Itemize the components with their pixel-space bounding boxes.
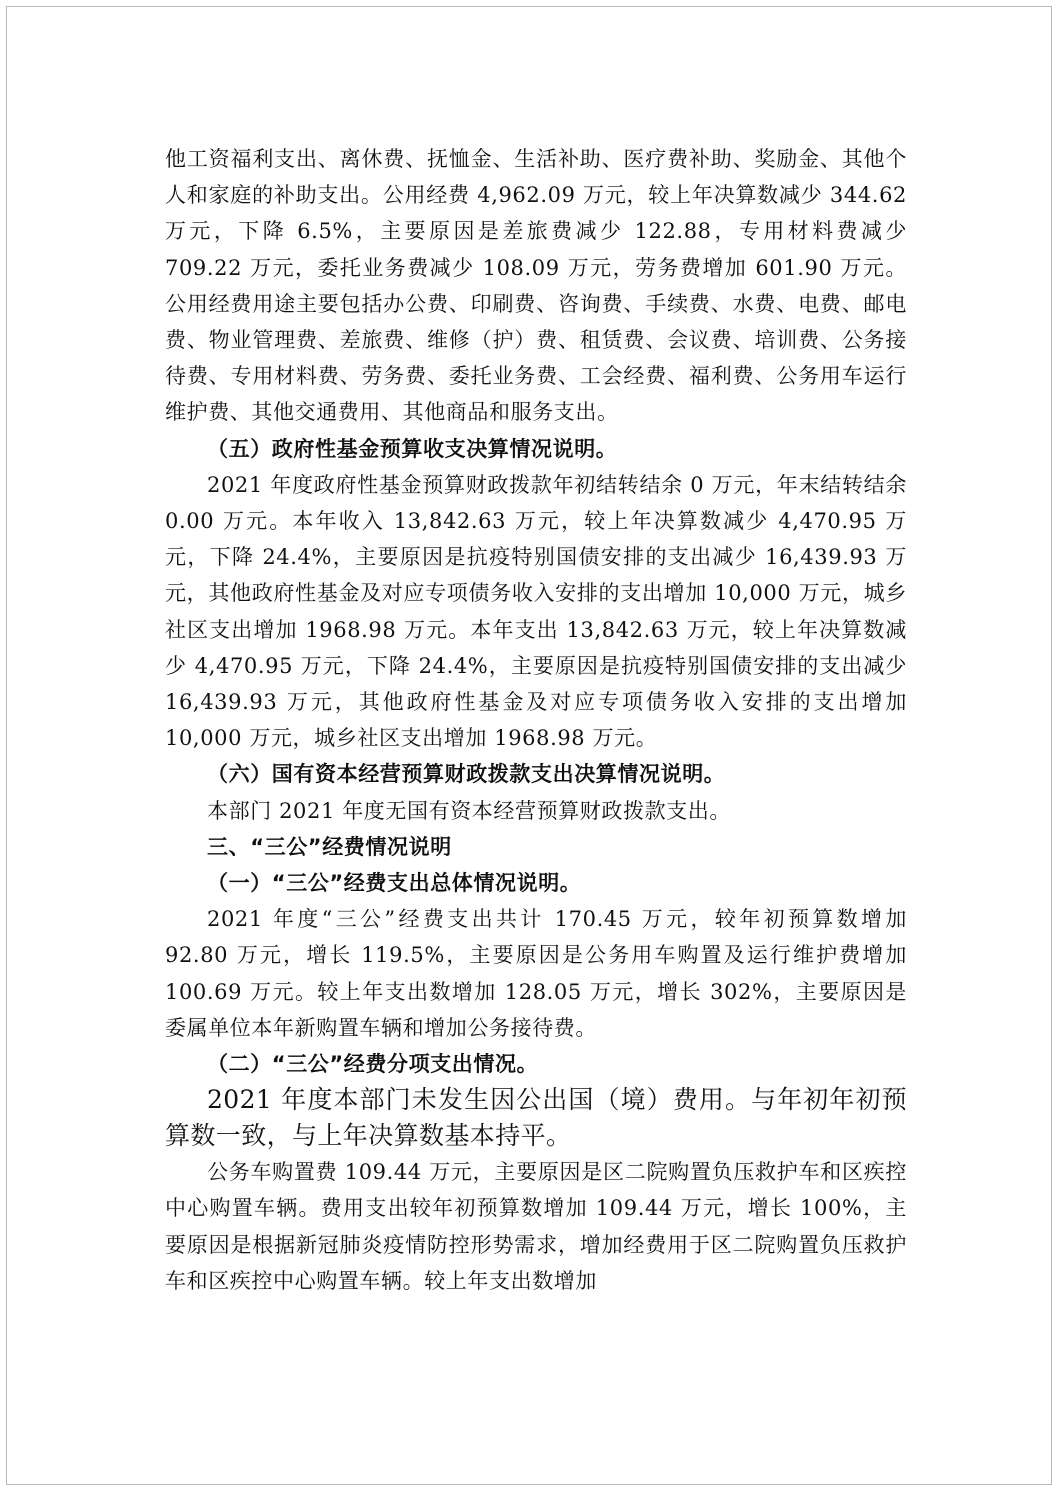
page-content	[165, 141, 907, 1299]
section-heading-government-fund: （五）政府性基金预算收支决算情况说明。	[207, 436, 618, 461]
paragraph-overseas-travel: 2021 年度本部门未发生因公出国（境）费用。与年初年初预算数一致，与上年决算数基本持平。	[165, 1085, 907, 1151]
section-heading-three-public-items: （二）“三公”经费分项支出情况。	[207, 1052, 539, 1077]
paragraph-vehicle-purchase: 公务车购置费 109.44 万元，主要原因是区二院购置负压救护车和区疾控中心购置车辆。费用支出较年初预算数增加 109.44 万元，增长 100%，主要原因是根据新冠肺炎疫情防控形势需求，增加经费用于区二院购置负压救护车和区疾控中心购置车辆。较上年支出数增加	[165, 1160, 907, 1293]
paragraph-government-fund: 2021 年度政府性基金预算财政拨款年初结转结余 0 万元，年末结转结余 0.00 万元。本年收入 13,842.63 万元，较上年决算数减少 4,470.95 万元，下降 24.4%，主要原因是抗疫特别国债安排的支出减少 16,439.93 万元，其他政府性基金及对应专项债务收入安排的支出增加 10,000 万元，城乡社区支出增加 1968.98 万元。本年支出 13,842.63 万元，较上年决算数减少 4,470.95 万元，下降 24.4%，主要原因是抗疫特别国债安排的支出减少 16,439.93 万元，其他政府性基金及对应专项债务收入安排的支出增加 10,000 万元，城乡社区支出增加 1968.98 万元。	[165, 472, 907, 751]
paragraph-three-public-overall: 2021 年度“三公”经费支出共计 170.45 万元，较年初预算数增加 92.80 万元，增长 119.5%，主要原因是公务用车购置及运行维护费增加 100.69 万元。较上年支出数增加 128.05 万元，增长 302%，主要原因是委属单位本年新购置车辆和增加公务接待费。	[165, 907, 907, 1040]
paragraph-state-capital: 本部门 2021 年度无国有资本经营预算财政拨款支出。	[207, 798, 731, 823]
section-heading-three-public-overall: （一）“三公”经费支出总体情况说明。	[207, 871, 582, 896]
section-heading-three-public: 三、“三公”经费情况说明	[207, 834, 452, 859]
document-page	[6, 6, 1052, 1485]
section-heading-state-capital: （六）国有资本经营预算财政拨款支出决算情况说明。	[207, 762, 726, 787]
paragraph-public-funds: 他工资福利支出、离休费、抚恤金、生活补助、医疗费补助、奖励金、其他个人和家庭的补助支出。公用经费 4,962.09 万元，较上年决算数减少 344.62 万元，下降 6.5%，主要原因是差旅费减少 122.88，专用材料费减少 709.22 万元，委托业务费减少 108.09 万元，劳务费增加 601.90 万元。公用经费用途主要包括办公费、印刷费、咨询费、手续费、水费、电费、邮电费、物业管理费、差旅费、维修（护）费、租赁费、会议费、培训费、公务接待费、专用材料费、劳务费、委托业务费、工会经费、福利费、公务用车运行维护费、其他交通费用、其他商品和服务支出。	[165, 147, 907, 425]
